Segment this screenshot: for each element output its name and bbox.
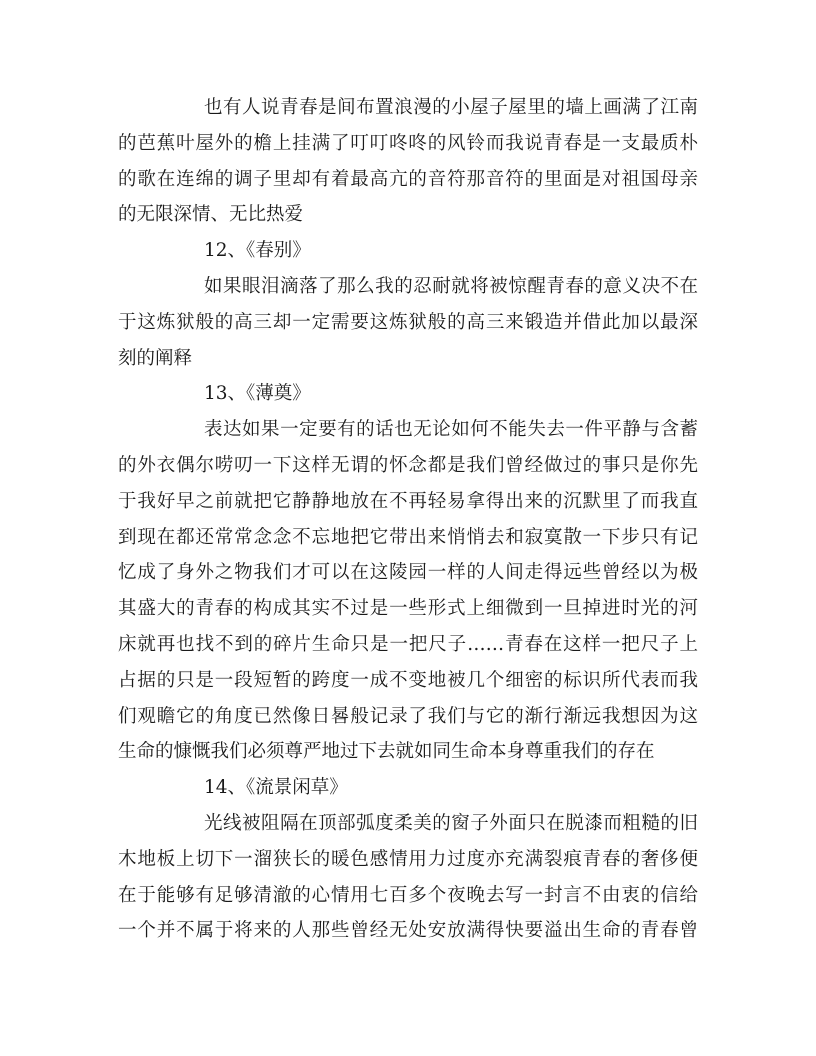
- paragraph-line: 刻的阐释: [118, 347, 193, 369]
- paragraph-line: 的无限深情、无比热爱: [118, 204, 304, 226]
- paragraph-line: 到现在都还常常念念不忘地把它带出来悄悄去和寂寞散一下步只有记: [118, 526, 698, 548]
- paragraph-line: 如果眼泪滴落了那么我的忍耐就将被惊醒青春的意义决不在: [204, 275, 698, 297]
- paragraph-line: 光线被阻隔在顶部弧度柔美的窗子外面只在脱漆而粗糙的旧: [204, 812, 698, 834]
- paragraph-line: 的外衣偶尔唠叨一下这样无谓的怀念都是我们曾经做过的事只是你先: [118, 454, 698, 476]
- paragraph-line: 生命的慷慨我们必须尊严地过下去就如同生命本身尊重我们的存在: [118, 741, 655, 763]
- paragraph-line: 床就再也找不到的碎片生命只是一把尺子……青春在这样一把尺子上: [118, 633, 698, 655]
- section-heading: 12、《春别》: [204, 240, 311, 262]
- paragraph-line: 木地板上切下一溜狭长的暖色感情用力过度亦充满裂痕青春的奢侈便: [118, 848, 698, 870]
- paragraph-line: 忆成了身外之物我们才可以在这陵园一样的人间走得远些曾经以为极: [118, 562, 698, 584]
- paragraph-line: 于我好早之前就把它静静地放在不再轻易拿得出来的沉默里了而我直: [118, 490, 698, 512]
- paragraph-line: 一个并不属于将来的人那些曾经无处安放满得快要溢出生命的青春曾: [118, 920, 698, 942]
- paragraph-line: 们观瞻它的角度已然像日晷般记录了我们与它的渐行渐远我想因为这: [118, 705, 698, 727]
- section-heading: 13、《薄奠》: [204, 383, 311, 405]
- paragraph-line: 其盛大的青春的构成其实不过是一些形式上细微到一旦掉进时光的河: [118, 598, 698, 620]
- paragraph-line: 占据的只是一段短暂的跨度一成不变地被几个细密的标识所代表而我: [118, 669, 698, 691]
- paragraph-line: 的芭蕉叶屋外的檐上挂满了叮叮咚咚的风铃而我说青春是一支最质朴: [118, 132, 698, 154]
- paragraph-line: 于这炼狱般的高三却一定需要这炼狱般的高三来锻造并借此加以最深: [118, 311, 698, 333]
- paragraph-line: 表达如果一定要有的话也无论如何不能失去一件平静与含蓄: [204, 419, 698, 441]
- paragraph-line: 的歌在连绵的调子里却有着最高亢的音符那音符的里面是对祖国母亲: [118, 168, 698, 190]
- section-heading: 14、《流景闲草》: [204, 777, 348, 799]
- document-body: [118, 90, 698, 949]
- paragraph-line: 在于能够有足够清澈的心情用七百多个夜晚去写一封言不由衷的信给: [118, 884, 698, 906]
- paragraph-line: 也有人说青春是间布置浪漫的小屋子屋里的墙上画满了江南: [204, 97, 698, 118]
